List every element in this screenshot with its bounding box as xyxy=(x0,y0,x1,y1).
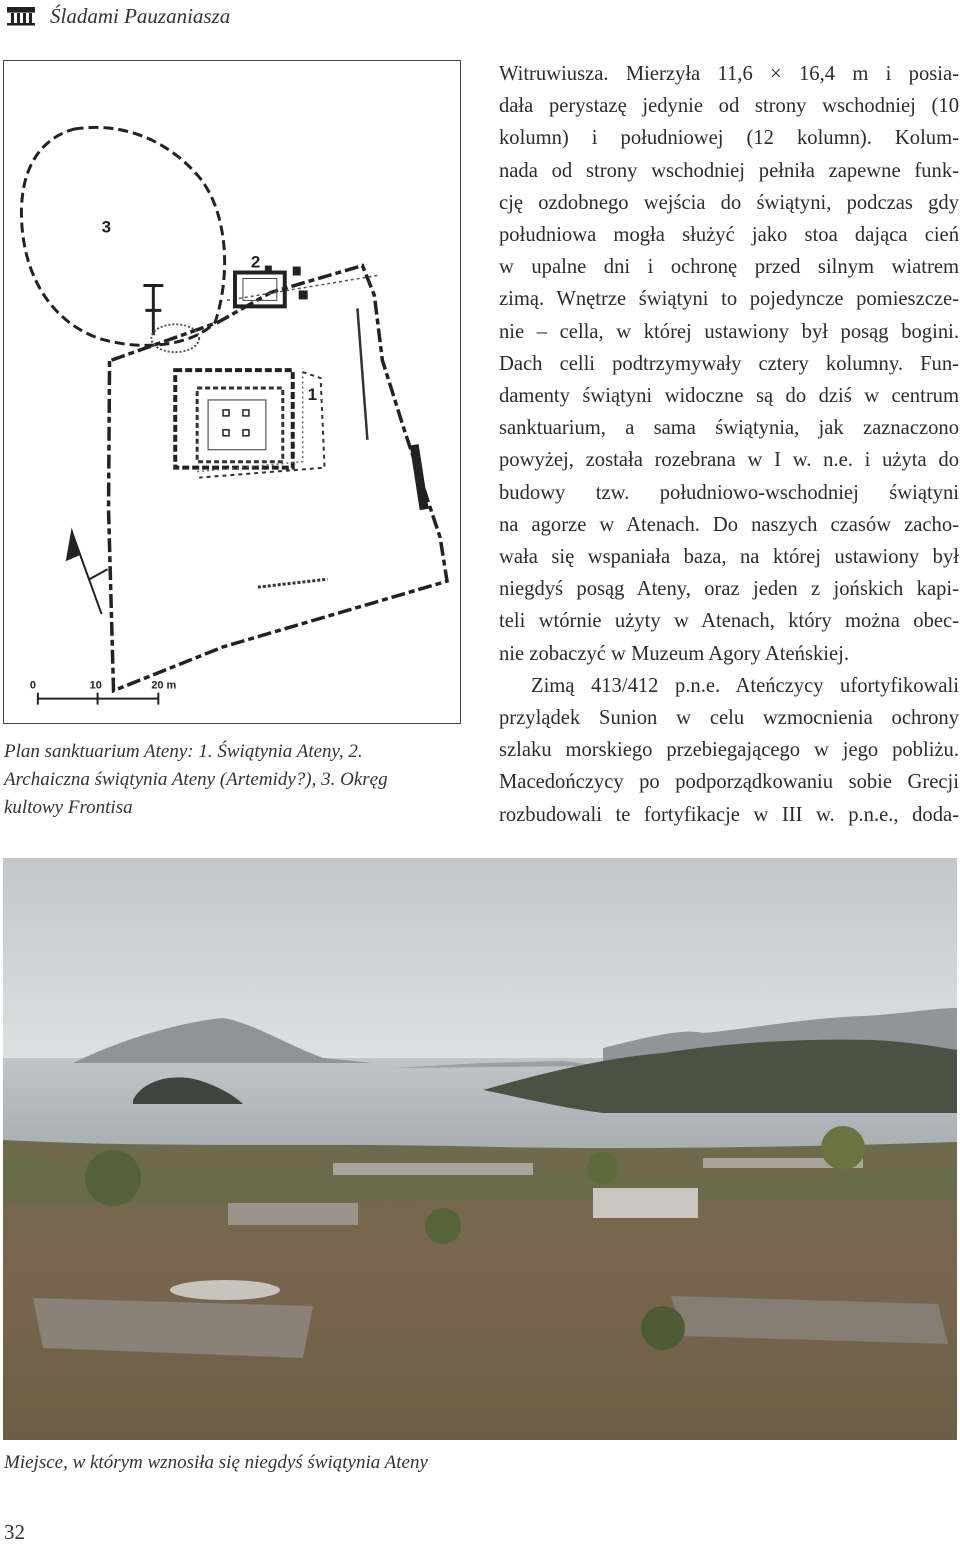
body-line: dała perystazę jedynie od strony wschodniej (10 xyxy=(499,95,959,118)
body-line: przylądek Sunion w celu wzmocnienia ochrony xyxy=(499,707,959,730)
plan-caption: Plan sanktuarium Ateny: 1. Świątynia Ateny, 2. Archaiczna świątynia Ateny (Artemidy?), 3. Okręg kultowy Frontisa xyxy=(4,741,388,818)
body-line: nada od strony wschodniej pełniła zapewne funk- xyxy=(499,159,959,182)
body-line: powyżej, została rozebrana w I w. n.e. i użyta do xyxy=(499,449,959,472)
plan-label-3: 3 xyxy=(101,217,111,237)
scale-label-0: 0 xyxy=(29,679,36,692)
body-line: w upalne dni i ochronę przed silnym wiatrem xyxy=(499,256,959,279)
landscape-illustration xyxy=(3,858,957,1440)
photo-caption: Miejsce, w którym wznosiła się niegdyś świątynia Ateny xyxy=(4,1452,428,1473)
page-number: 32 xyxy=(4,1520,25,1544)
body-line: kolumn) i południowej (12 kolumn). Kolum- xyxy=(499,127,959,150)
body-text xyxy=(499,58,959,831)
scale-label-10: 10 xyxy=(89,679,102,692)
body-line: Zimą 413/412 p.n.e. Ateńczycy ufortyfikowali xyxy=(531,674,959,697)
body-line: niegdyś posąg Ateny, oraz jeden z jońskich kapi- xyxy=(499,578,959,601)
landscape-photo xyxy=(3,858,957,1440)
body-line: cję ozdobnego wejścia do świątyni, podczas gdy xyxy=(499,191,959,214)
body-line: południowa mogła służyć jako stoa dająca cień xyxy=(499,224,959,247)
body-line: szlaku morskiego przebiegającego w jego pobliżu. xyxy=(499,739,959,762)
scale-label-20: 20 m xyxy=(151,679,177,692)
body-line: sanktuarium, a sama świątynia, jak zaznaczono xyxy=(499,417,959,440)
plan-label-1: 1 xyxy=(307,384,318,404)
body-line: Dach celli podtrzymywały cztery kolumny. Fun- xyxy=(499,352,959,375)
site-plan-drawing xyxy=(4,61,460,723)
running-header xyxy=(6,2,230,30)
body-line: budowy tzw. południowo-wschodniej świątyni xyxy=(499,481,959,504)
plan-label-2: 2 xyxy=(250,252,261,272)
body-line: wała się wspaniała baza, na której ustawiony był xyxy=(499,546,959,569)
body-line: Witruwiusza. Mierzyła 11,6 × 16,4 m i posia- xyxy=(499,63,959,85)
body-line: Macedończycy po podporządkowaniu sobie Grecji xyxy=(499,771,959,794)
column-icon xyxy=(6,6,36,26)
body-line: teli wtórnie użyty w Atenach, który można obec- xyxy=(499,610,959,633)
header-title: Śladami Pauzaniasza xyxy=(50,3,231,28)
body-line: na agorze w Atenach. Do naszych czasów zacho- xyxy=(499,513,959,536)
body-line: damenty świątyni widoczne są do dziś w centrum xyxy=(499,385,959,408)
body-line: zimą. Wnętrze świątyni to pojedyncze pomieszcze- xyxy=(499,288,959,311)
body-line: rozbudowali te fortyfikacje w III w. p.n.e., doda- xyxy=(499,803,959,826)
site-plan xyxy=(3,60,461,724)
body-line: nie – cella, w której ustawiony był posąg bogini. xyxy=(499,320,959,343)
body-line: nie zobaczyć w Muzeum Agory Ateńskiej. xyxy=(499,642,849,665)
